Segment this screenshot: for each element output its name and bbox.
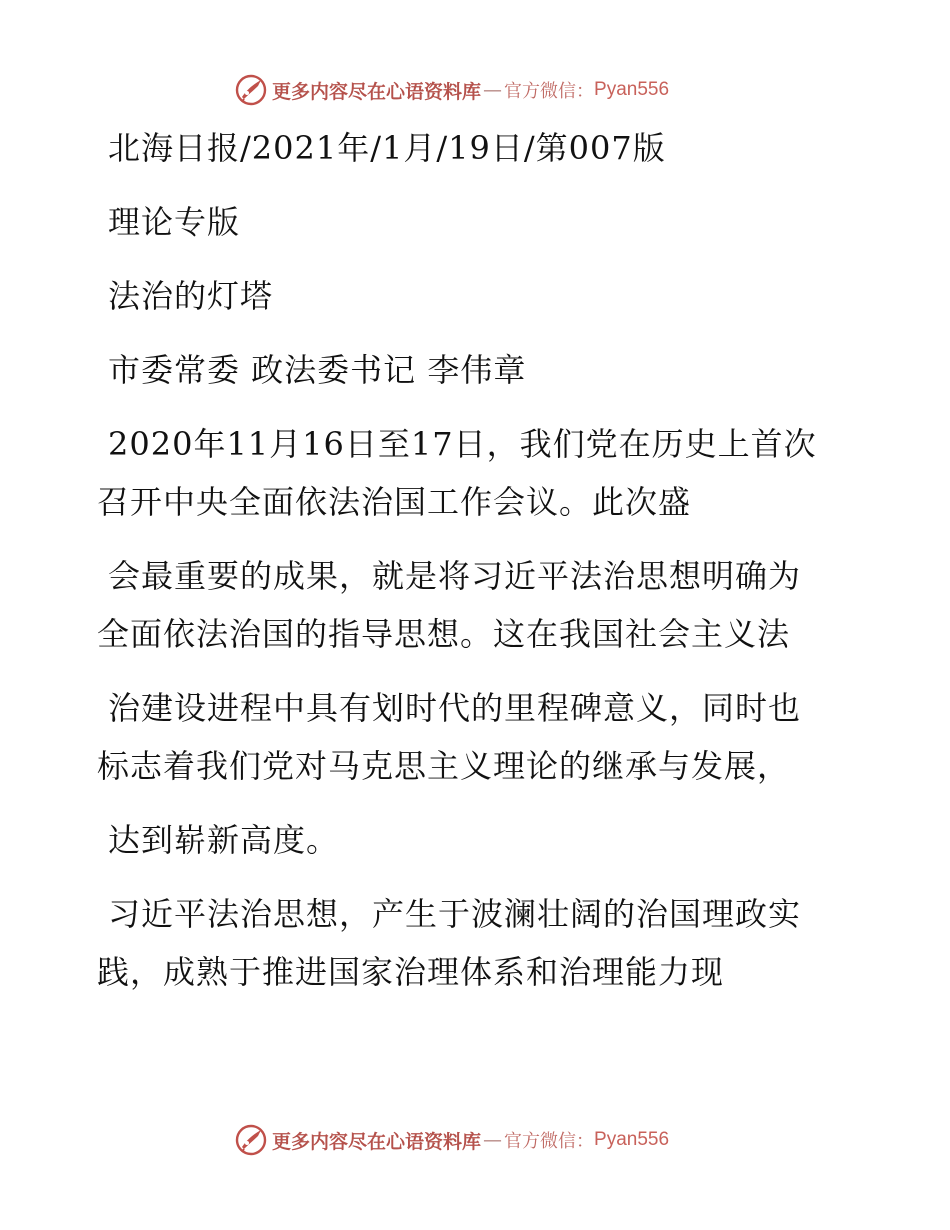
watermark-footer <box>234 1122 669 1158</box>
body-line: 标志着我们党对马克思主义理论的继承与发展， <box>97 747 791 785</box>
body-line: 2020年11月16日至17日，我们党在历史上首次 <box>108 425 817 463</box>
body-line: 全面依法治国的指导思想。这在我国社会主义法 <box>97 615 791 653</box>
body-line: 达到崭新高度。 <box>108 821 340 859</box>
document-source-line: 北海日报/2021年/1月/19日/第007版 <box>108 129 666 167</box>
body-line: 习近平法治思想，产生于波澜壮阔的治国理政实 <box>108 895 802 933</box>
document-author-line: 市委常委 政法委书记 李伟章 <box>108 351 527 389</box>
watermark-header <box>234 72 669 108</box>
body-line: 会最重要的成果，就是将习近平法治思想明确为 <box>108 557 802 595</box>
watermark-wechat-id: Pyan556 <box>594 1129 670 1150</box>
watermark-wechat-id: Pyan556 <box>594 79 670 100</box>
watermark-dash: — <box>483 79 503 101</box>
body-line: 践，成熟于推进国家治理体系和治理能力现 <box>97 953 725 991</box>
watermark-dash: — <box>483 1129 503 1151</box>
document-title: 法治的灯塔 <box>108 277 274 315</box>
pen-logo-icon <box>234 1123 268 1157</box>
document-section-line: 理论专版 <box>108 203 241 241</box>
body-line: 召开中央全面依法治国工作会议。此次盛 <box>97 483 692 521</box>
body-line: 治建设进程中具有划时代的里程碑意义，同时也 <box>108 689 802 727</box>
watermark-main-text: 更多内容尽在心语资料库 <box>272 80 482 103</box>
watermark-wechat-label: 官方微信： <box>504 81 595 102</box>
pen-logo-icon <box>234 73 268 107</box>
watermark-wechat-label: 官方微信： <box>504 1131 595 1152</box>
watermark-main-text: 更多内容尽在心语资料库 <box>272 1130 482 1153</box>
